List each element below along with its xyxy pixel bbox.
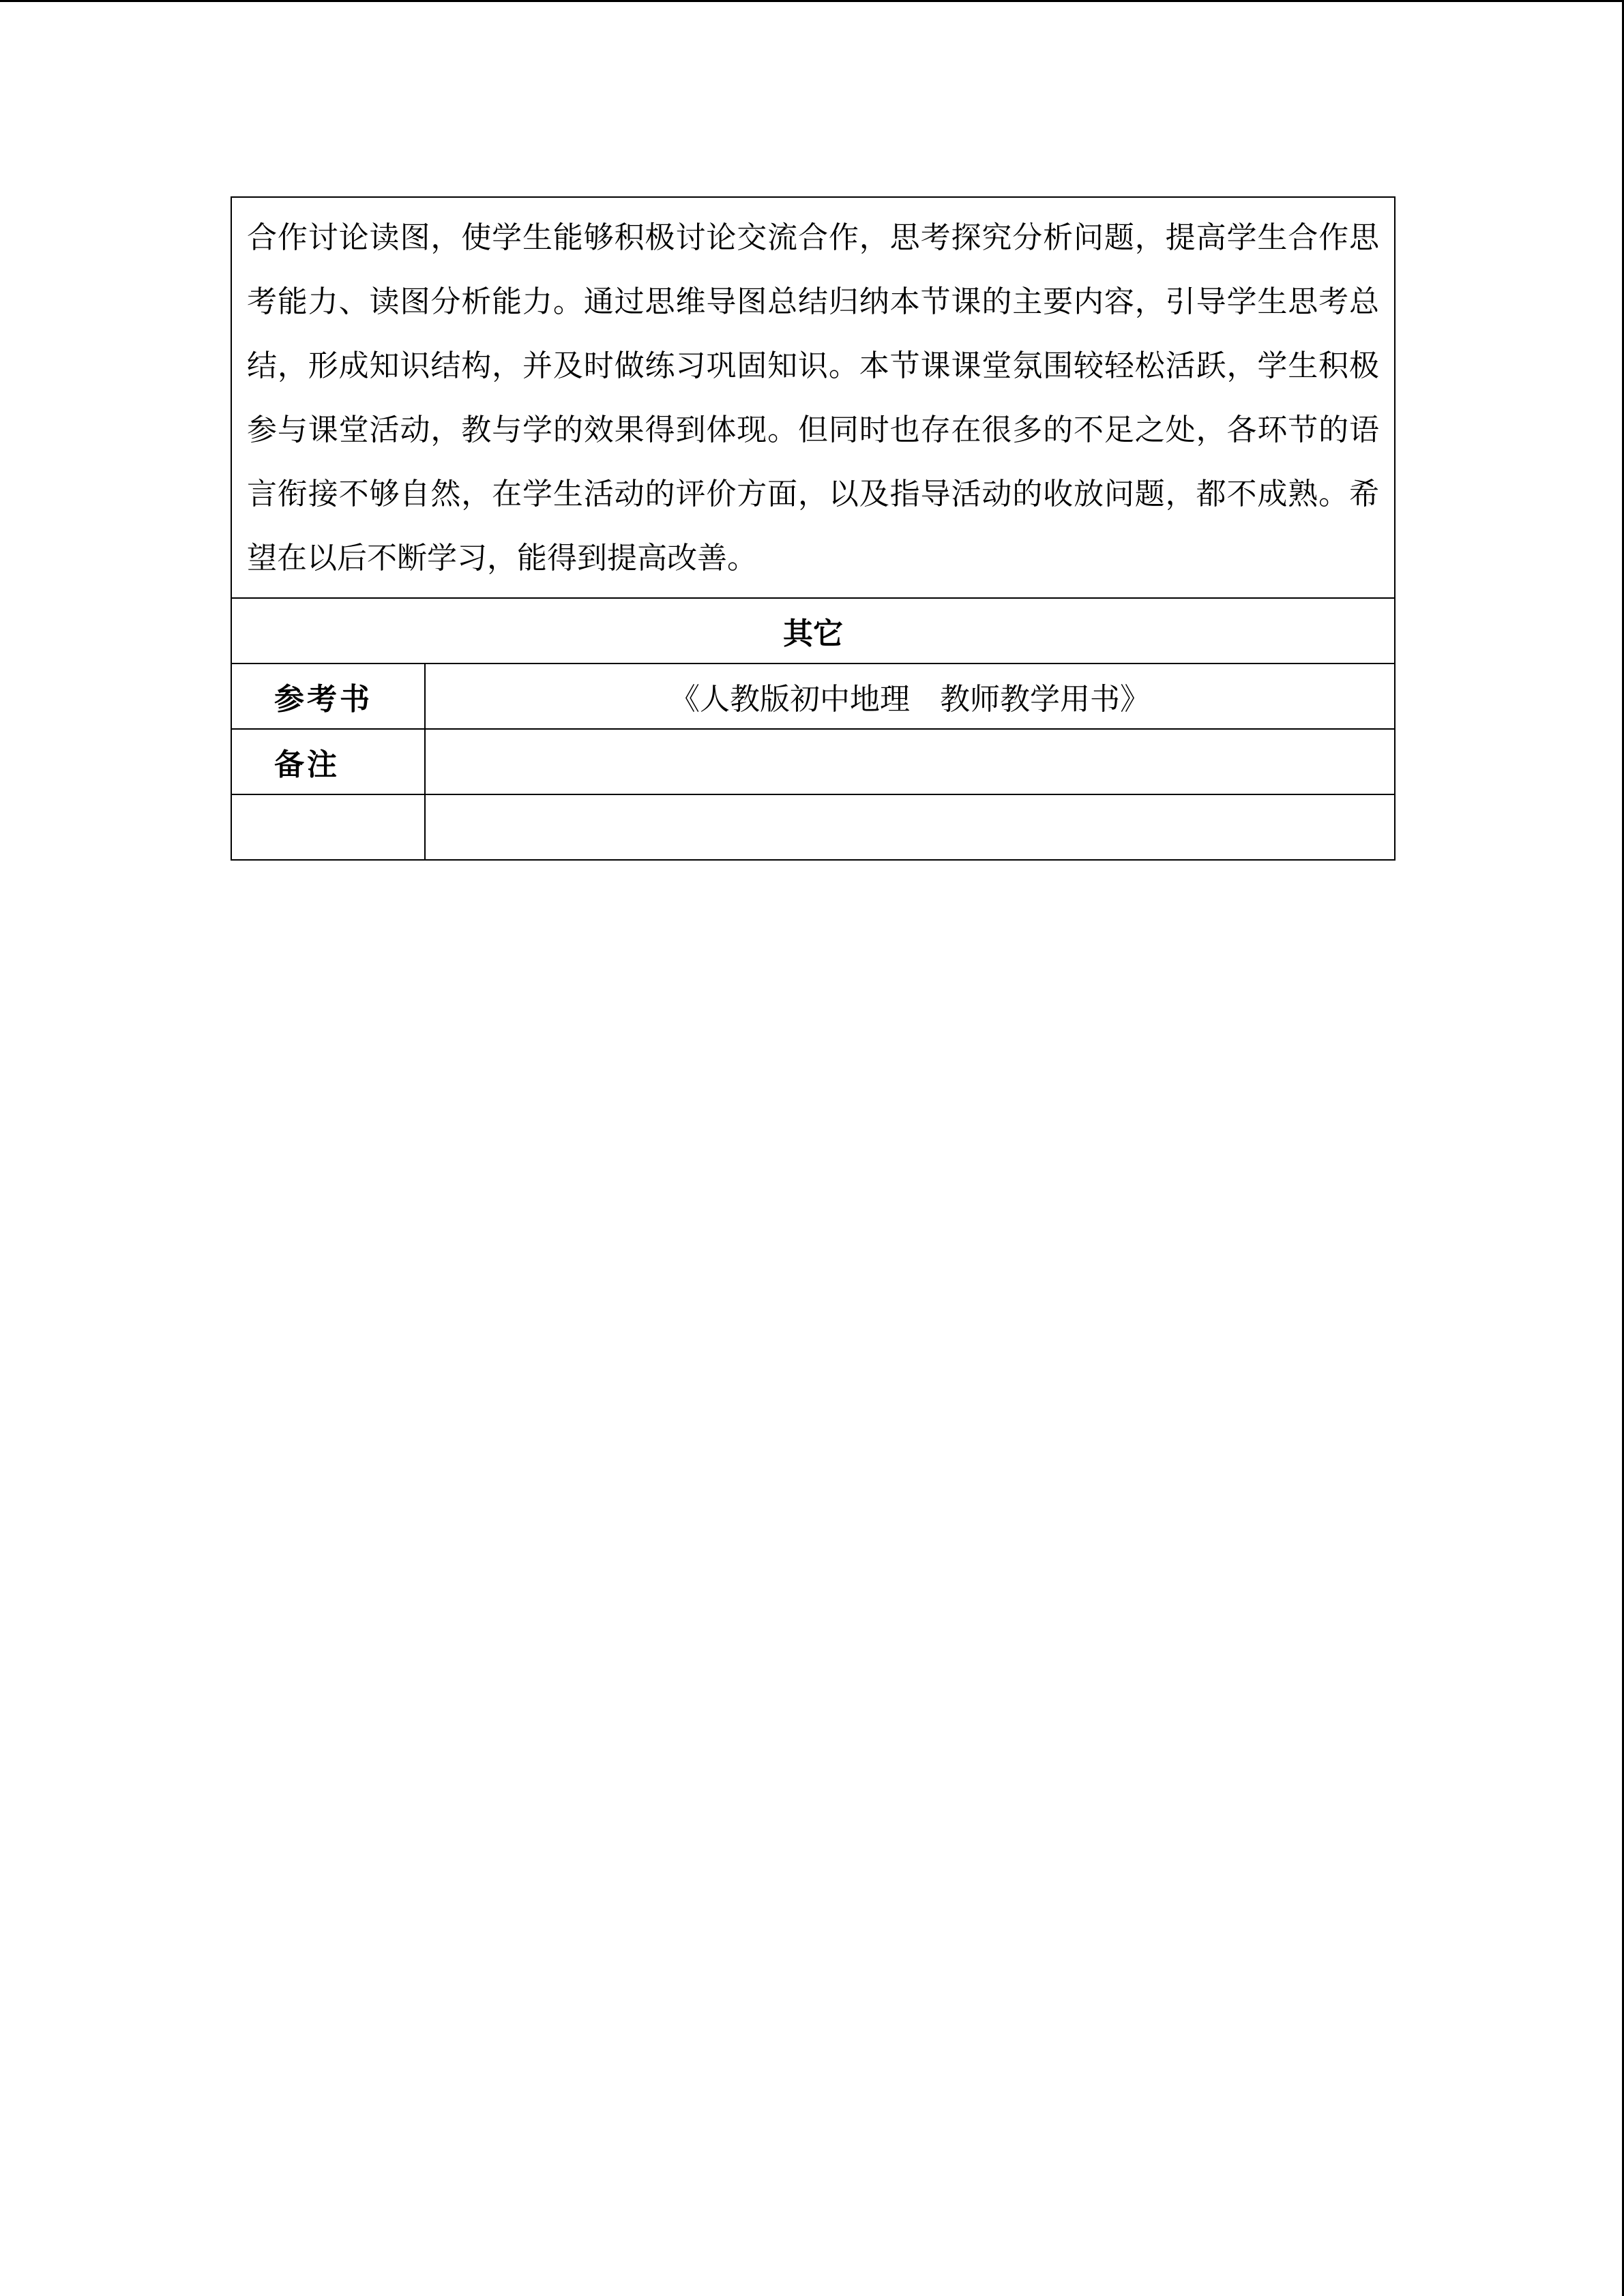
notes-value <box>425 729 1395 794</box>
notes-label: 备注 <box>231 729 425 794</box>
table-row <box>231 729 1395 794</box>
reflection-text: 合作讨论读图，使学生能够积极讨论交流合作，思考探究分析问题，提高学生合作思考能力、读图分析能力。通过思维导图总结归纳本节课的主要内容，引导学生思考总结，形成知识结构，并及时做练习巩固知识。本节课课堂氛围较轻松活跃，学生积极参与课堂活动，教与学的效果得到体现。但同时也存在很多的不足之处，各环节的语言衔接不够自然，在学生活动的评价方面，以及指导活动的收放问题，都不成熟。希望在以后不断学习，能得到提高改善。 <box>231 197 1395 598</box>
reference-book-label: 参考书 <box>231 664 425 729</box>
lesson-plan-table <box>231 196 1396 861</box>
empty-value-cell <box>425 794 1395 860</box>
reference-book-value: 《人教版初中地理 教师教学用书》 <box>425 664 1395 729</box>
section-header-row <box>231 598 1395 664</box>
reflection-row <box>231 197 1395 598</box>
empty-label-cell <box>231 794 425 860</box>
page-border-top <box>0 0 1624 2</box>
table-row <box>231 794 1395 860</box>
section-title-other: 其它 <box>231 598 1395 664</box>
table-row <box>231 664 1395 729</box>
